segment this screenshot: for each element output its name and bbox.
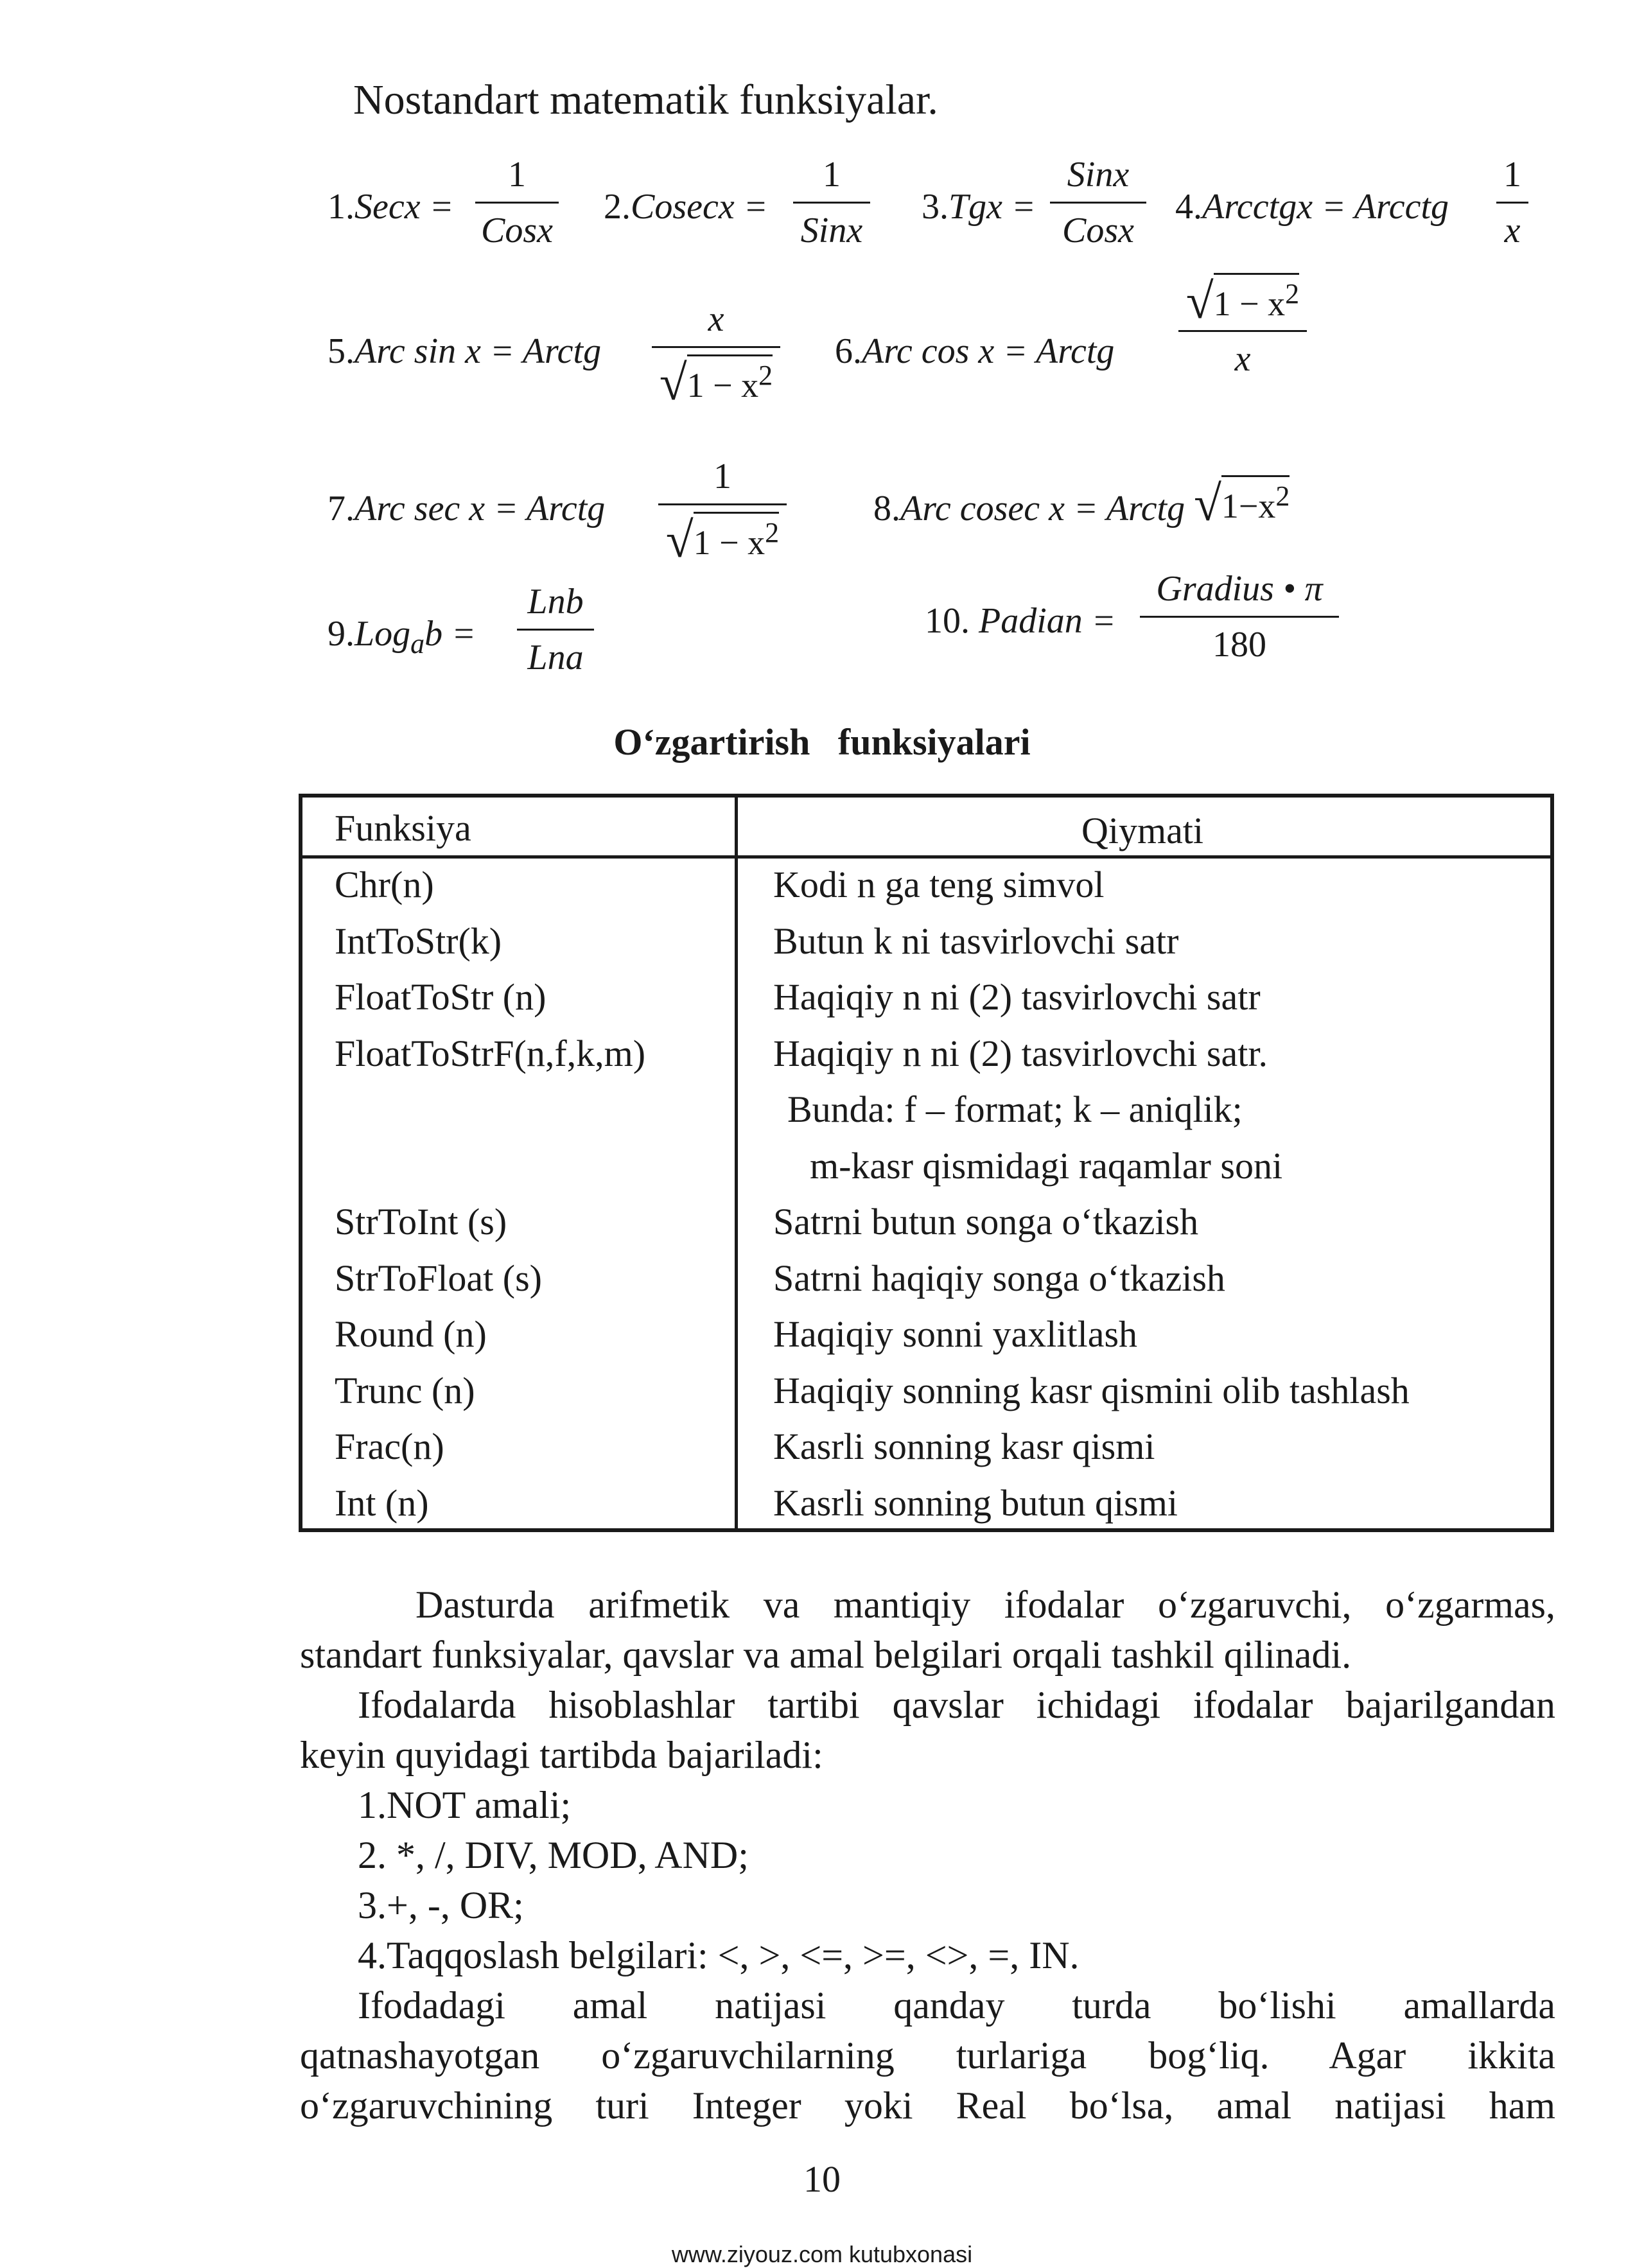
list-item: 4.Taqqoslash belgilari: <, >, <=, >=, <>, =, IN.	[358, 1934, 1080, 1976]
formula-2: 2.Cosecx =	[604, 187, 768, 227]
paragraph-2	[300, 1680, 1555, 1780]
table-title: O‘zgartirish funksiyalari	[613, 721, 1031, 763]
table-column-divider	[735, 798, 738, 1528]
conversion-functions-table	[299, 794, 1554, 1532]
paragraph-3-line-2: qatnashayotgan o‘zgaruvchilarning turlariga bog‘liq. Agar ikkita	[300, 2034, 1555, 2077]
table-header-qiymati: Qiymati	[1081, 810, 1204, 851]
page-number: 10	[803, 2158, 841, 2200]
formula-10-fraction: Gradius • π 180	[1140, 568, 1339, 666]
table-cell-value: Satrni butun songa o‘tkazish	[773, 1201, 1199, 1243]
table-cell-value: Butun k ni tasvirlovchi satr	[773, 920, 1179, 962]
table-cell-function: Chr(n)	[335, 864, 434, 905]
page-heading: Nostandart matematik funksiyalar.	[353, 76, 938, 123]
table-cell-value: Haqiqiy n ni (2) tasvirlovchi satr	[773, 976, 1261, 1018]
table-cell-value: Satrni haqiqiy songa o‘tkazish	[773, 1257, 1225, 1299]
formula-3: 3.Tgx =	[922, 187, 1036, 227]
list-item: 1.NOT amali;	[358, 1784, 572, 1826]
precedence-list	[358, 1780, 1613, 1980]
formula-7: 7.Arc sec x = Arctg	[328, 489, 606, 528]
table-header-divider	[302, 855, 1550, 859]
table-cell-function: Int (n)	[335, 1481, 429, 1524]
table-header-funksiya: Funksiya	[335, 807, 471, 849]
table-cell-value: Kodi n ga teng simvol	[773, 864, 1105, 905]
formula-4: 4.Arcctgx = Arcctg	[1175, 187, 1449, 227]
table-cell-function: Trunc (n)	[335, 1369, 475, 1411]
table-cell-function: Round (n)	[335, 1313, 487, 1355]
paragraph-3-line-1: Ifodadagi amal natijasi qanday turda bo‘lishi amallarda	[358, 1984, 1555, 2027]
formula-4-fraction: 1 x	[1496, 154, 1528, 252]
formula-1-fraction: 1 Cosx	[475, 154, 559, 252]
paragraph-1	[300, 1580, 1555, 1680]
formula-6-fraction: √ $1 - x^2$ x	[1178, 273, 1307, 379]
formula-8: 8.Arc cosec x = Arctg √ $1-x^2$	[873, 475, 1290, 531]
table-cell-value: Kasrli sonning butun qismi	[773, 1481, 1178, 1524]
footer-source: www.ziyouz.com kutubxonasi	[671, 2241, 973, 2267]
formula-9: 9.Log$_a$b =	[328, 614, 476, 660]
table-cell-function: FloatToStr (n)	[335, 976, 547, 1018]
list-item: 3.+, -, OR;	[358, 1884, 524, 1926]
table-cell-value: Haqiqiy sonning kasr qismini olib tashlash	[773, 1369, 1410, 1411]
formula-9-fraction: Lnb Lna	[517, 581, 594, 679]
table-cell-function: IntToStr(k)	[335, 920, 502, 962]
formula-5: 5.Arc sin x = Arctg	[328, 331, 602, 371]
table-cell-value: Haqiqiy n ni (2) tasvirlovchi satr.	[773, 1032, 1268, 1074]
table-cell-value: Kasrli sonning kasr qismi	[773, 1426, 1155, 1467]
table-cell-value: Haqiqiy sonni yaxlitlash	[773, 1313, 1138, 1355]
table-cell-function: StrToFloat (s)	[335, 1257, 542, 1299]
paragraph-2-line-1: Ifodalarda hisoblashlar tartibi qavslar ichidagi ifodalar bajarilgandan	[358, 1684, 1555, 1726]
table-cell-function: Frac(n)	[335, 1426, 444, 1467]
table-cell-value: Bunda: f – format; k – aniqlik;	[787, 1088, 1243, 1130]
list-item: 2. *, /, DIV, MOD, AND;	[358, 1834, 749, 1876]
formula-7-fraction: 1 √ $1 - x^2$	[658, 456, 787, 563]
formula-6: 6.Arc cos x = Arctg	[835, 331, 1115, 371]
table-cell-function: StrToInt (s)	[335, 1201, 507, 1243]
formula-2-fraction: 1 Sinx	[793, 154, 870, 252]
formula-10: 10. Padian =	[925, 601, 1116, 641]
paragraph-3	[300, 1980, 1555, 2131]
paragraph-2-line-2: keyin quyidagi tartibda bajariladi:	[300, 1734, 823, 1776]
formula-1: 1.Secx =	[328, 187, 454, 227]
formula-3-fraction: Sinx Cosx	[1050, 154, 1146, 252]
formula-5-fraction: x √ $1 - x^2$	[652, 299, 780, 405]
table-cell-function: FloatToStrF(n,f,k,m)	[335, 1032, 646, 1074]
paragraph-1-line-1: Dasturda arifmetik va mantiqiy ifodalar o‘zgaruvchi, o‘zgarmas,	[415, 1583, 1555, 1626]
table-cell-value: m-kasr qismidagi raqamlar soni	[810, 1144, 1283, 1187]
paragraph-3-line-3: o‘zgaruvchining turi Integer yoki Real bo‘lsa, amal natijasi ham	[300, 2084, 1555, 2127]
paragraph-1-line-2: standart funksiyalar, qavslar va amal belgilari orqali tashkil qilinadi.	[300, 1634, 1352, 1676]
